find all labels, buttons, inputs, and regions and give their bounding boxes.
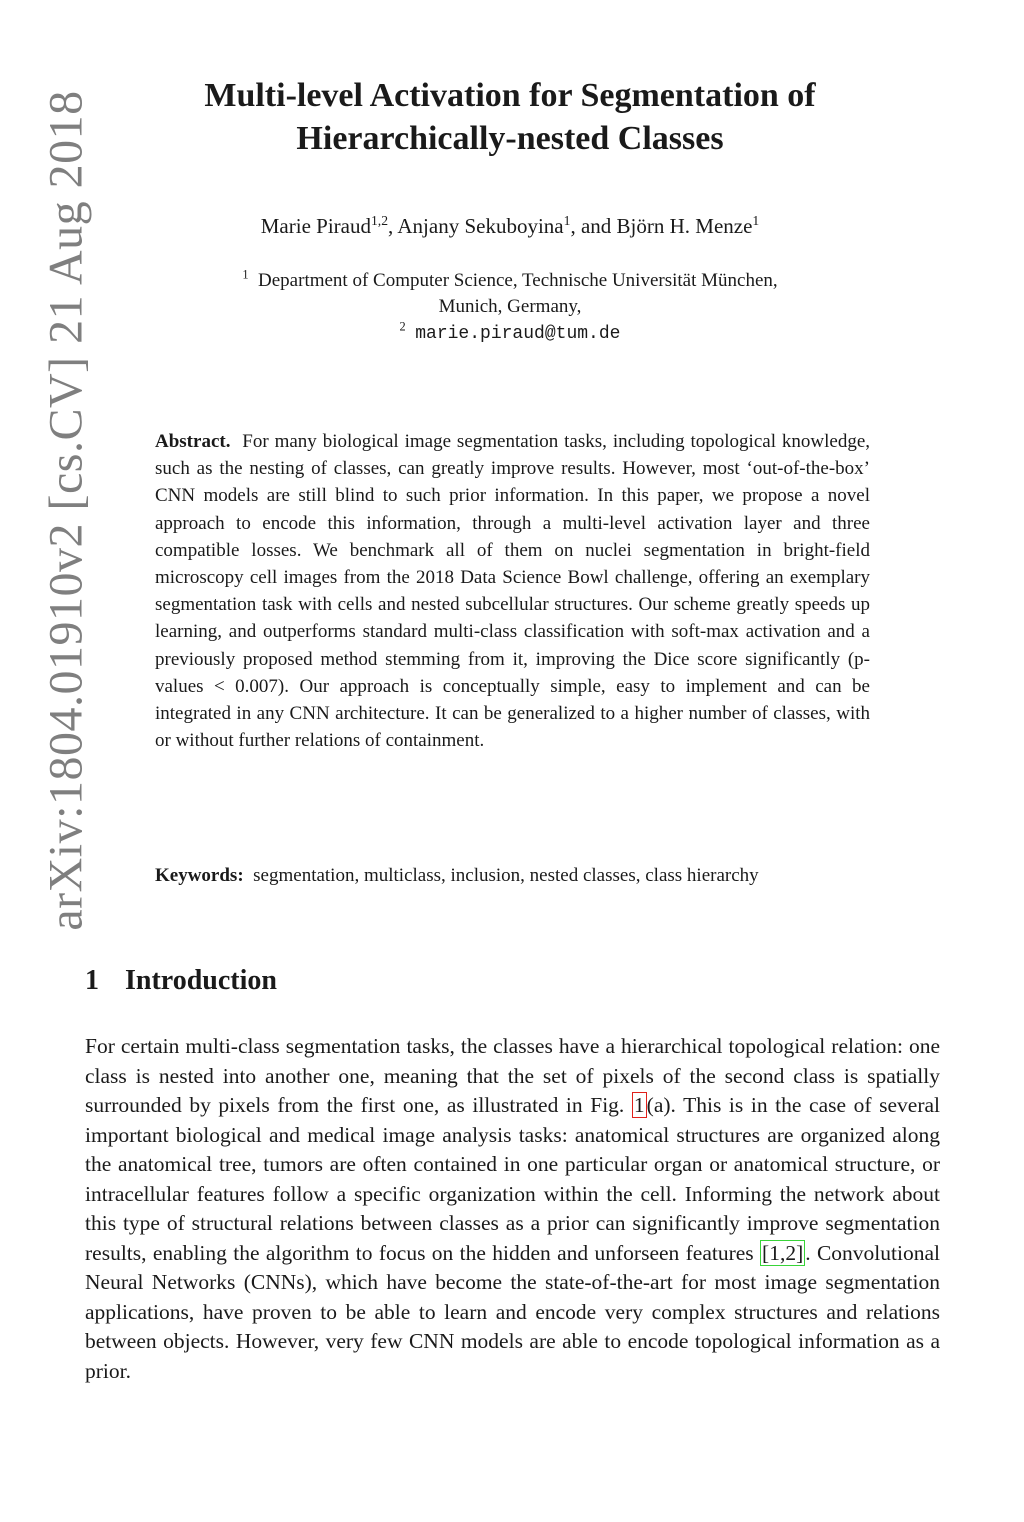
intro-text: For certain multi-class segmentation tasks, the classes have a hierarchical topological relation: one class is nested into another one, meaning that the set of pixels of the second class is spatially surrounded by pixels from the first one, as illustrated in Fig. <box>85 1034 940 1117</box>
affiliation-line: Munich, Germany, <box>438 296 582 317</box>
section-number: 1 <box>85 965 99 996</box>
affiliation-mark: 1 <box>242 267 249 282</box>
affiliation-mark: 2 <box>399 319 406 334</box>
author-affil-mark: 1 <box>563 213 571 228</box>
affiliation-block <box>110 268 910 347</box>
abstract-label: Abstract. <box>155 431 231 452</box>
author-name: Björn H. Menze <box>616 214 753 238</box>
section-title: Introduction <box>125 965 277 996</box>
author-name: Anjany Sekuboyina <box>397 214 564 238</box>
author-affil-mark: 1,2 <box>370 213 389 228</box>
author-separator: , <box>388 214 398 238</box>
abstract <box>155 428 870 754</box>
affiliation-line <box>110 268 910 294</box>
abstract-text: For many biological image segmentation tasks, including topological knowledge, such as the nesting of classes, can greatly improve results. However, most ‘out-of-the-box’ CNN models are still blind to such prior information. In this paper, we propose a novel approach to encode this information, through a multi-level activation layer and three compatible losses. We benchmark all of them on nuclei segmentation in bright-field microscopy cell images from the 2018 Data Science Bowl challenge, offering an exemplary segmentation task with cells and nested subcellular structures. Our scheme greatly speeds up learning, and outperforms standard multi-class classification with soft-max activation and a previously proposed method stemming from it, improving the Dice score significantly (p-values < 0.007). Our approach is conceptually simple, easy to implement and can be integrated in any CNN architecture. It can be generalized to a higher number of classes, with or without further relations of containment. <box>155 431 871 752</box>
author-affil-mark: 1 <box>752 213 760 228</box>
section-heading <box>85 965 277 997</box>
paper-title: Multi-level Activation for Segmentation of Hierarchically-nested Classes <box>204 77 816 157</box>
intro-text: (a). This is in the case of several important biological and medical image analysis tasks: anatomical structures are organized along the anatomical tree, tumors are often contained in one particular organ or anatomical structure, or intracellular features follow a specific organization within the cell. Informing the network about this type of structural relations between classes as a prior can significantly improve segmentation results, enabling the algorithm to focus on the hidden and unforseen features <box>85 1093 940 1265</box>
author-list <box>110 214 910 239</box>
intro-text: . Convolutional Neural Networks (CNNs), which have become the state-of-the-art for most image segmentation applications, have proven to be able to learn and encode very complex structures and relations between objects. However, very few CNN models are able to encode topological information as a prior. <box>85 1240 940 1383</box>
author-email[interactable]: marie.piraud@tum.de <box>415 324 621 344</box>
arxiv-stamp-text: arXiv:1804.01910v2 [cs.CV] 21 Aug 2018 <box>39 89 93 931</box>
keywords-label: Keywords: <box>155 865 244 886</box>
affiliation-text: Department of Computer Science, Technische Universität München, <box>258 270 778 291</box>
affiliation-email-line <box>110 320 910 347</box>
arxiv-stamp <box>36 70 96 950</box>
keywords <box>155 862 870 889</box>
intro-paragraph <box>85 1032 940 1386</box>
keywords-text: segmentation, multiclass, inclusion, nested classes, class hierarchy <box>253 865 759 886</box>
author-separator: , and <box>570 214 617 238</box>
citation-link[interactable]: [1,2] <box>762 1240 804 1265</box>
figure-reference-link[interactable]: 1 <box>633 1093 645 1117</box>
author-name: Marie Piraud <box>260 214 371 238</box>
